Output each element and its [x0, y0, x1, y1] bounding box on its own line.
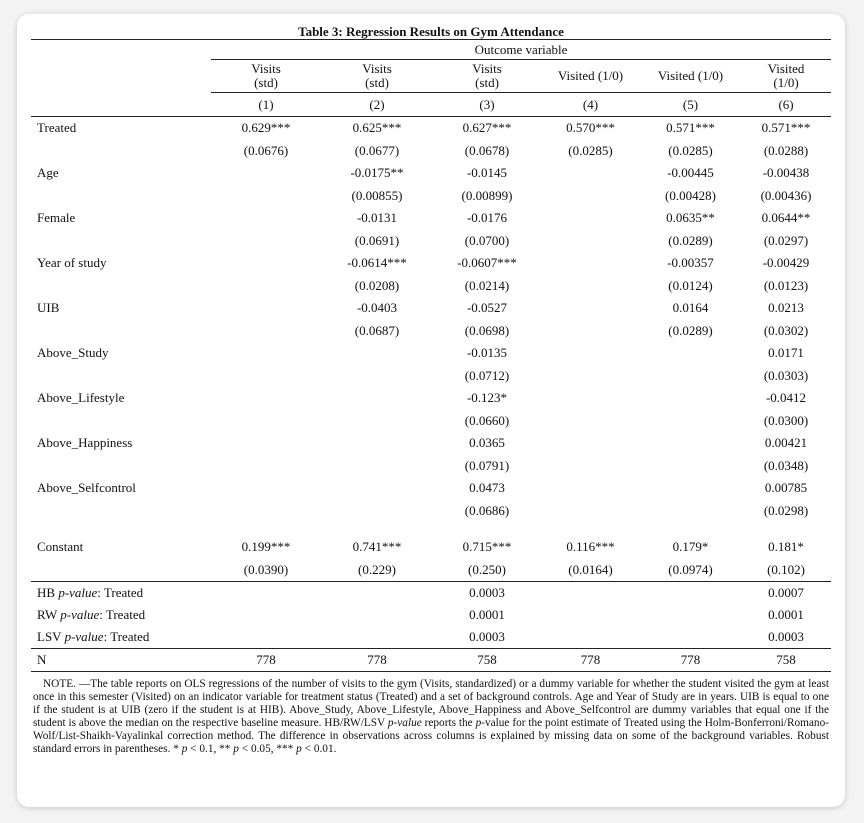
std-error-cell: (0.0712) [464, 367, 510, 383]
std-error-cell: (0.00428) [665, 187, 716, 203]
pvalue-cell [321, 626, 433, 649]
table-row [31, 342, 831, 364]
pvalue-cell [640, 604, 741, 626]
table-row-se [31, 558, 831, 582]
coefficient-cell [541, 207, 640, 229]
std-error-cell: (0.250) [468, 561, 506, 577]
pvalue-label: HB p-value: Treated [31, 582, 211, 605]
table-note: NOTE. —The table reports on OLS regressions of the number of visits to the gym (Visits, standardized) or a dummy variable for whether the student visited the gym at least once in this semester (Visited) on an indicator variable for treatment status (Treated) and a set of background controls. Age and Year of Study are in years. UIB is equal to one if the student is at UIB (zero if the student is at HIB). Above_Study, Above_Lifestyle, Above_Happiness and Above_Selfcontrol are dummy variables that equal one if the student is above the median on the respective baseline measure. HB/RW/LSV p-value reports the p-value for the point estimate of Treated using the Holm-Bonferroni/Romano-Wolf/List-Shaikh-Vayalinkal correction method. The difference in observations across columns is explained by missing data on some of the background variables. Robust standard errors in parentheses. * p < 0.1, ** p < 0.05, *** p < 0.01. [33, 678, 829, 755]
coefficient-cell: 0.0644** [761, 210, 811, 225]
table-row [31, 477, 831, 499]
std-error-cell: (0.0302) [763, 322, 809, 338]
std-error-cell: (0.0297) [763, 232, 809, 248]
row-label: Above_Study [37, 345, 109, 360]
coefficient-cell: 0.00421 [764, 435, 808, 450]
row-label: Treated [31, 117, 211, 140]
std-error-cell [640, 409, 741, 432]
column-head-line2: (std) [254, 75, 278, 90]
coefficient-cell [541, 477, 640, 499]
observations-cell: 758 [433, 649, 541, 672]
coefficient-cell: 0.625*** [321, 117, 433, 140]
observations-cell: 778 [211, 649, 321, 672]
coefficient-cell: 0.570*** [541, 117, 640, 140]
pvalue-cell [321, 582, 433, 605]
std-error-cell: (0.0164) [568, 561, 613, 577]
coefficient-cell [541, 432, 640, 454]
observations-label: N [31, 649, 211, 672]
std-error-cell: (0.229) [358, 561, 396, 577]
std-error-cell [541, 184, 640, 207]
coefficient-cell: 0.629*** [211, 117, 321, 140]
std-error-cell: (0.0676) [243, 142, 289, 158]
column-head-line1: Visited (1/0) [657, 68, 724, 83]
coefficient-cell [211, 207, 321, 229]
std-error-cell: (0.00899) [461, 187, 513, 203]
pvalue-cell [211, 626, 321, 649]
observations-cell: 778 [640, 649, 741, 672]
column-head-5 [640, 60, 741, 93]
std-error-cell [211, 364, 321, 387]
pvalue-cell: 0.0001 [469, 607, 505, 622]
coefficient-cell: 0.179* [672, 539, 709, 554]
std-error-cell: (0.0791) [464, 457, 510, 473]
table-row [31, 162, 831, 184]
std-error-cell [541, 319, 640, 342]
column-head-2 [321, 60, 433, 93]
column-number-2: (2) [321, 93, 433, 117]
coefficient-cell [541, 162, 640, 184]
std-error-cell [321, 364, 433, 387]
coefficient-cell [541, 387, 640, 409]
coefficient-cell: 0.0635** [666, 210, 715, 225]
coefficient-cell: 0.627*** [433, 117, 541, 140]
std-error-cell: (0.00436) [760, 187, 812, 203]
observations-cell: 778 [541, 649, 640, 672]
row-label: Above_Happiness [37, 435, 133, 450]
table-row [31, 252, 831, 274]
pvalue-cell: 0.0003 [768, 629, 804, 644]
coefficient-cell: 0.116*** [566, 539, 615, 554]
table-row-se [31, 364, 831, 387]
coefficient-cell [640, 432, 741, 454]
table-row-se [31, 454, 831, 477]
column-number-4: (4) [541, 93, 640, 117]
column-head-line2: (1/0) [773, 75, 799, 90]
pvalue-cell [541, 626, 640, 649]
std-error-cell [321, 409, 433, 432]
std-error-cell: (0.0687) [354, 322, 400, 338]
coefficient-cell: 0.0171 [768, 345, 804, 360]
coefficient-cell [211, 477, 321, 499]
table-row-se [31, 319, 831, 342]
coefficient-cell [321, 342, 433, 364]
coefficient-cell [321, 387, 433, 409]
pvalue-cell: 0.0003 [469, 629, 505, 644]
std-error-cell: (0.0348) [763, 457, 809, 473]
std-error-cell: (0.102) [767, 561, 805, 577]
coefficient-cell: 0.0213 [768, 300, 804, 315]
table-row-se [31, 139, 831, 162]
column-head-6 [741, 60, 831, 93]
coefficient-cell: 0.181* [768, 539, 804, 554]
std-error-cell [211, 184, 321, 207]
column-head-line1: Visits [472, 61, 502, 76]
std-error-cell: (0.0289) [668, 322, 713, 338]
spacer-row [31, 522, 831, 536]
column-head-3 [433, 60, 541, 93]
std-error-cell [640, 364, 741, 387]
column-number-6: (6) [741, 93, 831, 117]
coefficient-cell [321, 477, 433, 499]
std-error-cell [211, 409, 321, 432]
coefficient-cell: -0.0412 [765, 390, 807, 405]
column-head-line1: Visits [251, 61, 281, 76]
table-row-se [31, 184, 831, 207]
std-error-cell: (0.0208) [354, 277, 400, 293]
std-error-cell: (0.0678) [464, 142, 510, 158]
std-error-cell: (0.0974) [668, 561, 713, 577]
pvalue-cell [640, 626, 741, 649]
pvalue-row [31, 604, 831, 626]
std-error-cell [640, 499, 741, 522]
pvalue-cell [541, 582, 640, 605]
coefficient-cell [211, 342, 321, 364]
coefficient-cell: 0.741*** [352, 539, 402, 554]
table-card [17, 14, 845, 807]
coefficient-cell: -0.0527 [466, 300, 508, 315]
column-number-1: (1) [211, 93, 321, 117]
std-error-cell [541, 364, 640, 387]
pvalue-cell: 0.0007 [741, 582, 831, 605]
coefficient-cell [321, 432, 433, 454]
coefficient-cell [211, 252, 321, 274]
std-error-cell: (0.0285) [668, 142, 713, 158]
column-head-line1: Visited (1/0) [557, 68, 624, 83]
std-error-cell: (0.0285) [568, 142, 613, 158]
coefficient-cell [541, 297, 640, 319]
column-number-5: (5) [640, 93, 741, 117]
outcome-header-row [31, 40, 831, 60]
column-head-1 [211, 60, 321, 93]
row-label: Age [37, 165, 59, 180]
row-label: Constant [37, 539, 84, 554]
std-error-cell: (0.0691) [354, 232, 400, 248]
coefficient-cell: -0.0607*** [457, 255, 517, 270]
std-error-cell: (0.0298) [763, 502, 809, 518]
column-head-line1: Visits [362, 61, 392, 76]
column-head-line2: (std) [365, 75, 389, 90]
table-row [31, 207, 831, 229]
coefficient-cell [541, 252, 640, 274]
std-error-cell: (0.0289) [668, 232, 713, 248]
std-error-cell [211, 499, 321, 522]
std-error-cell [541, 499, 640, 522]
coefficient-cell: 0.715*** [462, 539, 512, 554]
table-row-se [31, 499, 831, 522]
table-row-se [31, 409, 831, 432]
coefficient-cell [541, 342, 640, 364]
coefficient-cell [211, 387, 321, 409]
observations-cell: 758 [741, 649, 831, 672]
regression-table [31, 39, 831, 672]
coefficient-cell [640, 387, 741, 409]
outcome-label: Outcome variable [211, 40, 831, 60]
row-label: UIB [37, 300, 60, 315]
coefficient-cell: -0.0131 [356, 210, 398, 225]
corner-cell [31, 40, 211, 60]
pvalue-cell [640, 582, 741, 605]
table-row [31, 297, 831, 319]
std-error-cell [211, 274, 321, 297]
std-error-cell: (0.0300) [763, 412, 809, 428]
coefficient-cell [640, 477, 741, 499]
std-error-cell [321, 499, 433, 522]
column-head-line2: (std) [475, 75, 499, 90]
std-error-cell: (0.0660) [464, 412, 510, 428]
coefficient-cell: 0.571*** [741, 117, 831, 140]
column-head-line1: Visited [767, 61, 805, 76]
std-error-cell: (0.0303) [763, 367, 809, 383]
coefficient-cell: -0.0403 [356, 300, 398, 315]
std-error-cell [541, 229, 640, 252]
std-error-cell [211, 454, 321, 477]
row-label: Above_Lifestyle [37, 390, 125, 405]
std-error-cell: (0.0698) [464, 322, 510, 338]
std-error-cell: (0.0390) [243, 561, 289, 577]
coefficient-cell: 0.00785 [764, 480, 808, 495]
table-row-se [31, 229, 831, 252]
table-row [31, 432, 831, 454]
std-error-cell [640, 454, 741, 477]
std-error-cell [321, 454, 433, 477]
std-error-cell: (0.0686) [464, 502, 510, 518]
row-label: Above_Selfcontrol [37, 480, 136, 495]
std-error-cell: (0.0214) [464, 277, 510, 293]
std-error-cell [541, 409, 640, 432]
coefficient-cell: -0.00438 [762, 165, 810, 180]
pvalue-row [31, 626, 831, 649]
coefficient-cell: 0.0164 [672, 300, 709, 315]
coefficient-cell [211, 432, 321, 454]
column-heads-row [31, 60, 831, 93]
coefficient-cell: -0.0175** [350, 165, 404, 180]
std-error-cell [541, 274, 640, 297]
std-error-cell: (0.0124) [668, 277, 713, 293]
table-content [31, 24, 831, 756]
coefficient-cell: -0.00429 [762, 255, 810, 270]
table-row [31, 387, 831, 409]
std-error-cell: (0.00855) [351, 187, 403, 203]
observations-cell: 778 [321, 649, 433, 672]
coefficient-cell [211, 297, 321, 319]
observations-row [31, 649, 831, 672]
coefficient-cell [211, 162, 321, 184]
pvalue-cell [541, 604, 640, 626]
coefficient-cell: -0.123* [466, 390, 508, 405]
coefficient-cell: -0.00357 [667, 255, 714, 270]
row-label: Year of study [37, 255, 107, 270]
table-row [31, 117, 831, 140]
std-error-cell: (0.0288) [763, 142, 809, 158]
coefficient-cell: -0.0145 [466, 165, 508, 180]
std-error-cell [541, 454, 640, 477]
std-error-cell: (0.0700) [464, 232, 510, 248]
table-row [31, 536, 831, 558]
pvalue-label: RW p-value: Treated [37, 607, 146, 622]
coefficient-cell: 0.0473 [469, 480, 505, 495]
table-title: Table 3: Regression Results on Gym Attendance [298, 24, 564, 39]
column-numbers-row [31, 93, 831, 117]
coefficient-cell: -0.0176 [466, 210, 508, 225]
table-row-se [31, 274, 831, 297]
std-error-cell: (0.0677) [354, 142, 400, 158]
pvalue-cell [321, 604, 433, 626]
pvalue-cell: 0.0001 [768, 607, 804, 622]
pvalue-cell [211, 582, 321, 605]
pvalue-cell [211, 604, 321, 626]
coefficient-cell: 0.571*** [640, 117, 741, 140]
coefficient-cell: 0.199*** [241, 539, 291, 554]
coefficient-cell: 0.0365 [469, 435, 505, 450]
row-label: Female [37, 210, 76, 225]
coefficient-cell: -0.00445 [667, 165, 714, 180]
coefficient-cell: -0.0614*** [347, 255, 407, 270]
coefficient-cell [640, 342, 741, 364]
std-error-cell: (0.0123) [763, 277, 809, 293]
pvalue-row [31, 582, 831, 605]
std-error-cell [211, 229, 321, 252]
std-error-cell [211, 319, 321, 342]
column-number-3: (3) [433, 93, 541, 117]
coefficient-cell: -0.0135 [466, 345, 508, 360]
column-head-4 [541, 60, 640, 93]
pvalue-label: LSV p-value: Treated [37, 629, 150, 644]
pvalue-cell: 0.0003 [433, 582, 541, 605]
